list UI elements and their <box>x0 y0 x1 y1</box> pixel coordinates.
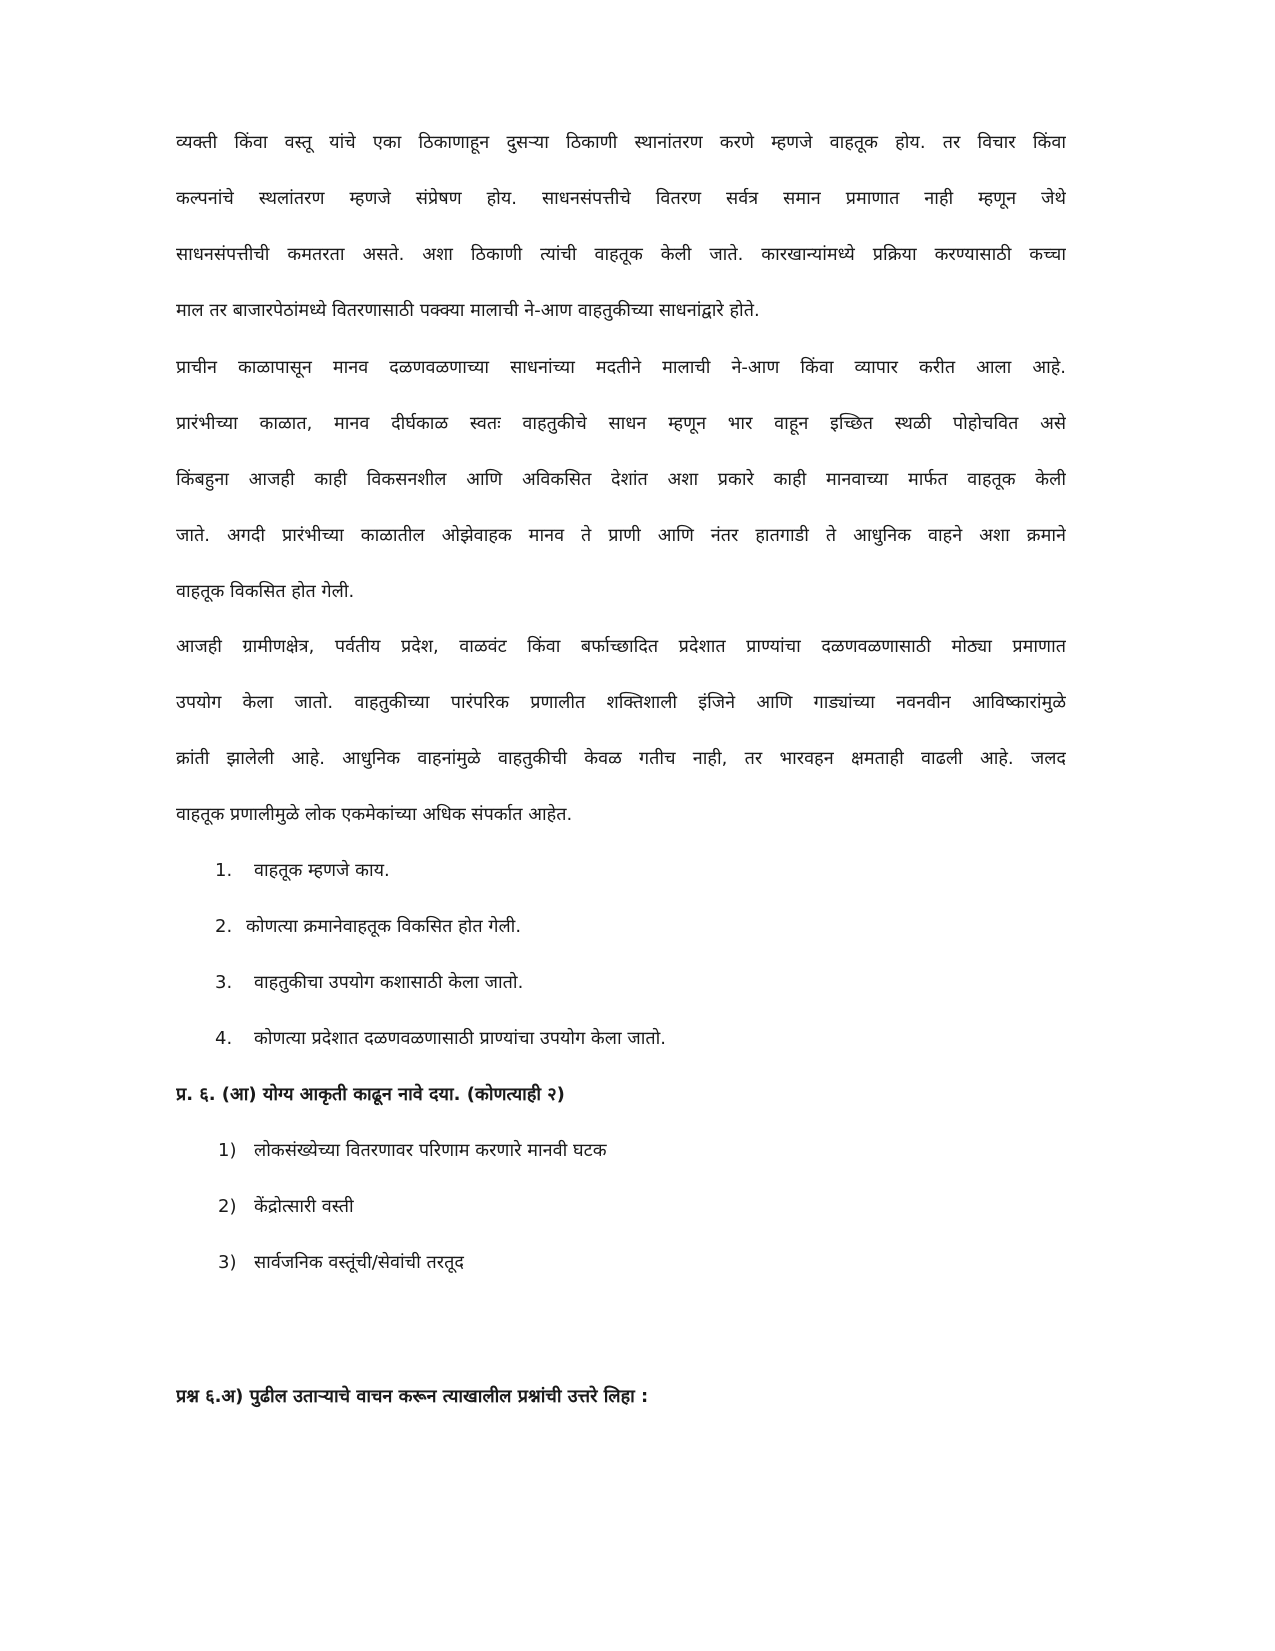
list-number: 2. <box>215 916 233 937</box>
paragraph-line: कल्पनांचे स्थलांतरण म्हणजे संप्रेषण होय. साधनसंपत्तीचे वितरण सर्वत्र समान प्रमाणात नाही म्हणून जेथे <box>176 188 1066 209</box>
list-number: 4. <box>215 1028 233 1049</box>
list-text: कोणत्या क्रमानेवाहतूक विकसित होत गेली. <box>246 916 522 937</box>
paragraph-line: प्रारंभीच्या काळात, मानव दीर्घकाळ स्वतः वाहतुकीचे साधन म्हणून भार वाहून इच्छित स्थळी पोहोचवित असे <box>176 413 1066 434</box>
paragraph-line: माल तर बाजारपेठांमध्ये वितरणासाठी पक्क्या मालाची ने-आण वाहतुकीच्या साधनांद्वारे होते. <box>176 300 760 321</box>
paragraph-line: वाहतूक विकसित होत गेली. <box>176 581 355 602</box>
paragraph-line: साधनसंपत्तीची कमतरता असते. अशा ठिकाणी त्यांची वाहतूक केली जाते. कारखान्यांमध्ये प्रक्रिया करण्यासाठी कच्चा <box>176 244 1066 265</box>
list-text: वाहतूक म्हणजे काय. <box>254 860 390 881</box>
paragraph-line: वाहतूक प्रणालीमुळे लोक एकमेकांच्या अधिक संपर्कात आहेत. <box>176 804 573 825</box>
paragraph-line: व्यक्ती किंवा वस्तू यांचे एका ठिकाणाहून दुसऱ्या ठिकाणी स्थानांतरण करणे म्हणजे वाहतूक होय. तर विचार किंवा <box>176 132 1066 153</box>
list-number: 1) <box>218 1140 237 1161</box>
paragraph-line: प्राचीन काळापासून मानव दळणवळणाच्या साधनांच्या मदतीने मालाची ने-आण किंवा व्यापार करीत आला आहे. <box>176 357 1066 378</box>
list-text: वाहतुकीचा उपयोग कशासाठी केला जातो. <box>254 972 524 993</box>
paragraph-line: उपयोग केला जातो. वाहतुकीच्या पारंपरिक प्रणालीत शक्तिशाली इंजिने आणि गाड्यांच्या नवनवीन आविष्कारांमुळे <box>176 692 1066 713</box>
paragraph-line: क्रांती झालेली आहे. आधुनिक वाहनांमुळे वाहतुकीची केवळ गतीच नाही, तर भारवहन क्षमताही वाढली आहे. जलद <box>176 748 1066 769</box>
paragraph-line: आजही ग्रामीणक्षेत्र, पर्वतीय प्रदेश, वाळवंट किंवा बर्फाच्छादित प्रदेशात प्राण्यांचा दळणवळणासाठी मोठ्या प्रमाणात <box>176 636 1066 657</box>
list-number: 2) <box>218 1196 237 1217</box>
list-number: 3) <box>218 1252 237 1273</box>
list-text: केंद्रोत्सारी वस्ती <box>254 1196 354 1217</box>
paragraph-line: किंबहुना आजही काही विकसनशील आणि अविकसित देशांत अशा प्रकारे काही मानवाच्या मार्फत वाहतूक केली <box>176 469 1066 490</box>
list-text: सार्वजनिक वस्तूंची/सेवांची तरतूद <box>254 1252 464 1273</box>
list-text: कोणत्या प्रदेशात दळणवळणासाठी प्राण्यांचा उपयोग केला जातो. <box>254 1028 667 1049</box>
section-heading: प्रश्न ६.अ) पुढील उताऱ्याचे वाचन करून त्याखालील प्रश्नांची उत्तरे लिहा : <box>176 1386 649 1407</box>
list-number: 1. <box>215 860 233 881</box>
list-text: लोकसंख्येच्या वितरणावर परिणाम करणारे मानवी घटक <box>254 1140 607 1161</box>
paragraph-line: जाते. अगदी प्रारंभीच्या काळातील ओझेवाहक मानव ते प्राणी आणि नंतर हातगाडी ते आधुनिक वाहने अशा क्रमाने <box>176 525 1066 546</box>
section-heading: प्र. ६. (आ) योग्य आकृती काढून नावे दया. (कोणत्याही २) <box>176 1084 565 1105</box>
list-number: 3. <box>215 972 233 993</box>
